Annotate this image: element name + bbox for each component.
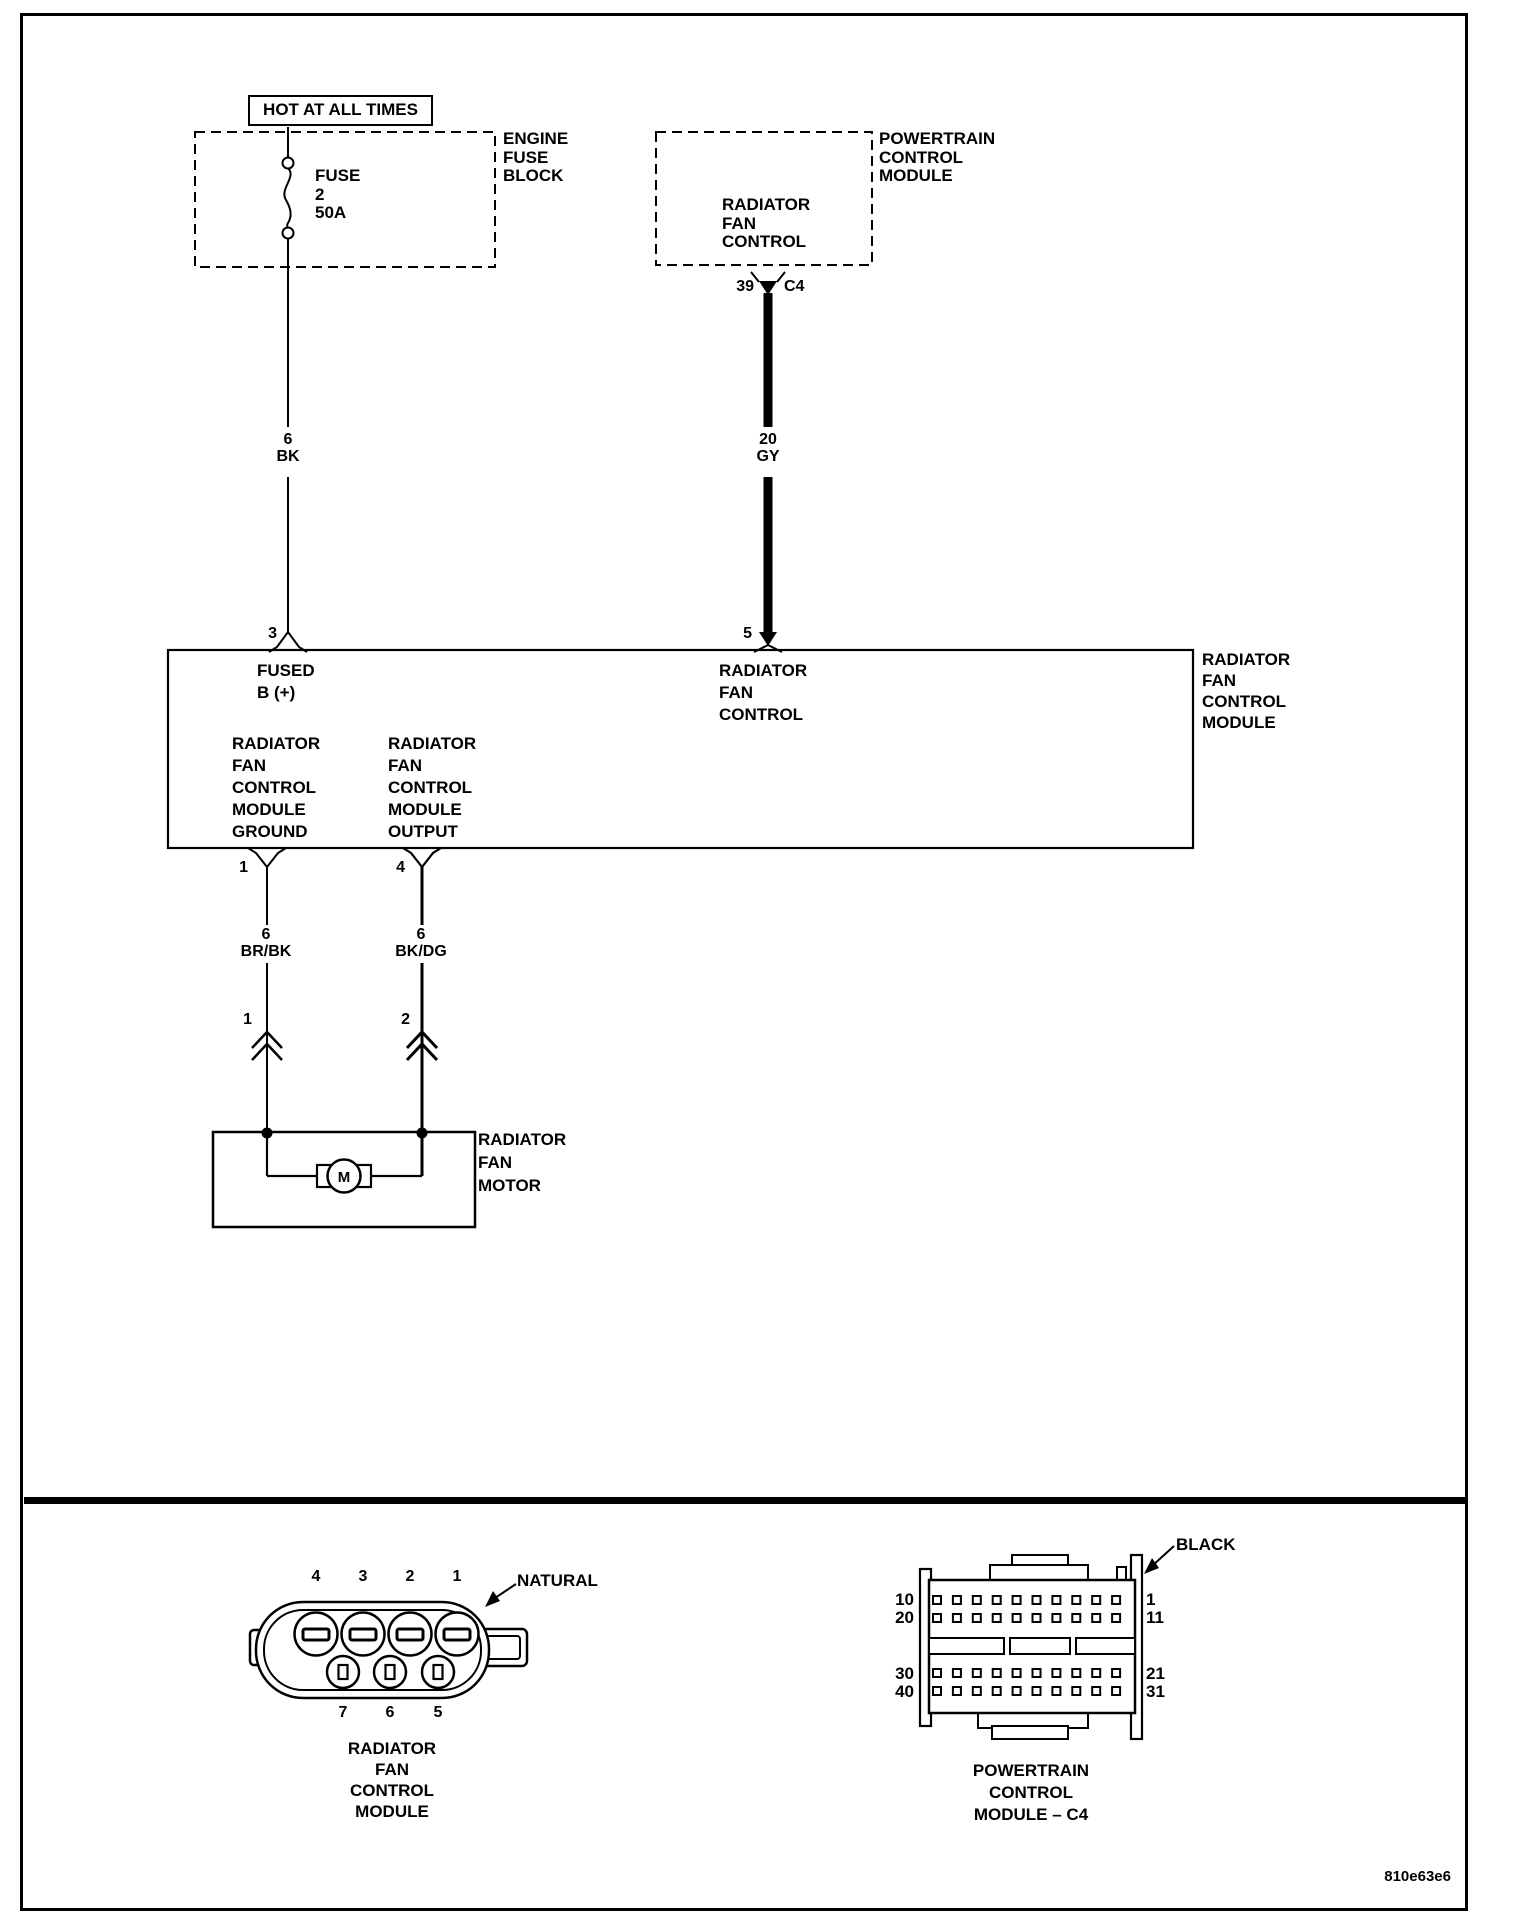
fuse-element-icon [284,168,290,228]
figure-id: 810e63e6 [1384,1868,1451,1885]
pcm-pin-cavity [1013,1687,1021,1695]
pcm-pin-cavity [973,1614,981,1622]
pcm-pin-cavity [1052,1614,1060,1622]
rfcm-connector-drawing [250,1584,527,1698]
pcm-connector-drawing [920,1546,1174,1739]
label-line: MOTOR [478,1176,541,1195]
pcm-pin-cavity [993,1669,1001,1677]
pin4-fork-icon [403,848,422,867]
black-color-label: BLACK [1176,1535,1236,1554]
cavity-number: 5 [433,1704,443,1721]
label-line: CONTROL [988,1783,1074,1802]
wire-gauge: 6 [261,926,271,943]
pcm-pin-cavity [1072,1687,1080,1695]
label-line: RADIATOR [722,195,811,214]
pcm-pin-cavity [1052,1687,1060,1695]
label-line: CONTROL [719,705,804,724]
wire-color: BK/DG [395,943,447,960]
pcm-pin-cavity [1112,1614,1120,1622]
pin1-fork-icon [248,848,267,867]
label-line: FAN [722,213,756,233]
pcm-pin-cavity [933,1614,941,1622]
natural-color-label: NATURAL [517,1571,598,1590]
pcm-pin-cavity [993,1614,1001,1622]
pcm-pin-cavity [1052,1669,1060,1677]
label-line: FAN [232,756,266,775]
rfcm-connector-caption [348,1738,436,1822]
ground-pin-label [232,733,320,843]
label-line: RADIATOR [719,661,808,680]
wire-bkdg-label [395,926,447,960]
label-line: MODULE [1202,713,1276,732]
label-line: MODULE [388,800,462,819]
pcm-pin-cavity [1092,1596,1100,1604]
rfcm-pin-3: 3 [268,625,277,642]
label-line: FAN [388,756,422,775]
pcm-pin-cavity [973,1596,981,1604]
section-divider [24,1497,1468,1504]
pcm-pin-cavity [1033,1669,1041,1677]
fuse-terminal-top [283,158,294,169]
natural-arrowhead-icon [485,1591,500,1607]
pcm-pin-cavity [933,1596,941,1604]
pcm-pin-cavity [973,1687,981,1695]
fuse-label [315,167,360,223]
pcm-pin-cavity [953,1669,961,1677]
output-pin-label [388,733,476,843]
pin39-fork-icon [759,281,777,295]
pcm-pin-cavity [1013,1669,1021,1677]
powertrain-control-module-label [879,130,995,186]
pin-row-label: 10 [895,1590,914,1609]
label-line: RADIATOR [232,734,321,753]
pcm-pin-cavity [1092,1669,1100,1677]
pin-row-label: 21 [1146,1664,1165,1683]
fused-b-plus-label [257,660,315,704]
label-line: RADIATOR [1202,650,1291,669]
cavity-number: 3 [358,1568,368,1585]
label-line: CONTROL [1202,692,1287,711]
pcm-connector-c4: C4 [784,278,805,295]
label-line: 2 [315,184,325,204]
pcm-pin-cavity [1072,1669,1080,1677]
pcm-pin-cavity [1072,1596,1080,1604]
label-line: RADIATOR [388,734,477,753]
label-line: FAN [478,1153,512,1172]
wire-color: GY [756,448,780,465]
cavity-number: 7 [338,1704,348,1721]
pcm-pin-cavity [1112,1596,1120,1604]
inline-connector-1-label: 1 [243,1011,252,1028]
wire-color: BR/BK [240,943,292,960]
pin-row-label: 30 [895,1664,914,1683]
wire-gauge: 6 [416,926,426,943]
pcm-signal-label [722,196,810,252]
wire-gauge: 6 [283,431,293,448]
pcm-pin-cavity [993,1687,1001,1695]
label-line: MODULE – C4 [973,1805,1089,1824]
label-line: MODULE [232,800,306,819]
pin5-fork-icon [759,632,777,646]
pcm-pin-cavity [953,1614,961,1622]
wire-gauge: 20 [759,431,777,448]
label-line: CONTROL [879,147,964,167]
pcm-pin-cavity [933,1669,941,1677]
pin-row-label: 40 [895,1682,914,1701]
fuse-terminal-bottom [283,228,294,239]
pcm-pin-cavity [1013,1614,1021,1622]
radiator-fan-motor-label [478,1128,566,1197]
cavity-number: 4 [311,1568,321,1585]
cavity-number: 1 [452,1568,462,1585]
label-line: B (+) [257,683,296,702]
label-line: GROUND [232,822,308,841]
label-line: FAN [1202,671,1236,690]
inline-connector-2-label: 2 [401,1011,410,1028]
pcm-pin-cavity [1033,1614,1041,1622]
label-line: OUTPUT [388,822,458,841]
label-line: FAN [719,683,753,702]
pin-row-label: 31 [1146,1682,1165,1701]
label-line: MODULE [355,1802,429,1821]
pin-row-label: 11 [1146,1608,1164,1627]
label-line: CONTROL [232,778,317,797]
label-line: FUSED [257,661,315,680]
label-line: FUSE [503,147,549,167]
pcm-pin-cavity [973,1669,981,1677]
wire-gy-label [756,431,779,465]
label-line: ENGINE [503,129,569,148]
output-wire [403,848,441,1133]
rfcm-module-box [168,650,1193,848]
label-line: CONTROL [349,1781,435,1800]
engine-fuse-block-label [503,130,568,186]
label-line: RADIATOR [347,1739,437,1758]
wire-bk-label [276,431,299,465]
pcm-connector-caption [973,1760,1089,1826]
pcm-pin-cavity [1052,1596,1060,1604]
radiator-fan-control-label [719,660,807,726]
pcm-pin-cavity [993,1596,1001,1604]
label-line: POWERTRAIN [879,129,996,148]
rfcm-pin-1: 1 [239,859,248,876]
cavity-number: 6 [385,1704,395,1721]
label-line: 50A [315,203,347,222]
pcm-pin-cavity [1092,1614,1100,1622]
ground-wire [248,848,286,1133]
rfcm-pin-4: 4 [396,859,405,876]
radiator-fan-motor-drawing [213,1128,475,1228]
label-line: FUSE [315,166,361,185]
label-line: MODULE [879,166,953,185]
motor-letter: M [337,1169,351,1186]
fused-b-plus-circuit [269,127,307,652]
pcm-pin-cavity [1112,1669,1120,1677]
label-line: BLOCK [503,166,564,185]
pcm-pin-cavity [1072,1614,1080,1622]
pcm-pin-cavity [1092,1687,1100,1695]
pcm-pin-cavity [953,1687,961,1695]
pin-row-label: 1 [1146,1590,1156,1609]
rfcm-pin-5: 5 [743,625,752,642]
pcm-pin-cavity [1013,1596,1021,1604]
label-line: RADIATOR [478,1130,567,1149]
rfcm-module-label [1202,649,1290,733]
cavity-number: 2 [405,1568,415,1585]
pcm-pin-39: 39 [736,278,754,295]
label-line: POWERTRAIN [972,1761,1090,1780]
label-line: CONTROL [388,778,473,797]
wire-color: BK [276,448,300,465]
pcm-pin-cavity [1033,1687,1041,1695]
label-line: FAN [375,1760,409,1779]
pcm-pin-cavity [1112,1687,1120,1695]
pcm-pin-cavity [953,1596,961,1604]
pcm-pin-cavity [933,1687,941,1695]
hot-at-all-times-box: HOT AT ALL TIMES [248,95,433,126]
wire-brbk-label [241,926,292,960]
pcm-pin-cavity [1033,1596,1041,1604]
pin-row-label: 20 [895,1608,914,1627]
label-line: CONTROL [722,232,807,251]
